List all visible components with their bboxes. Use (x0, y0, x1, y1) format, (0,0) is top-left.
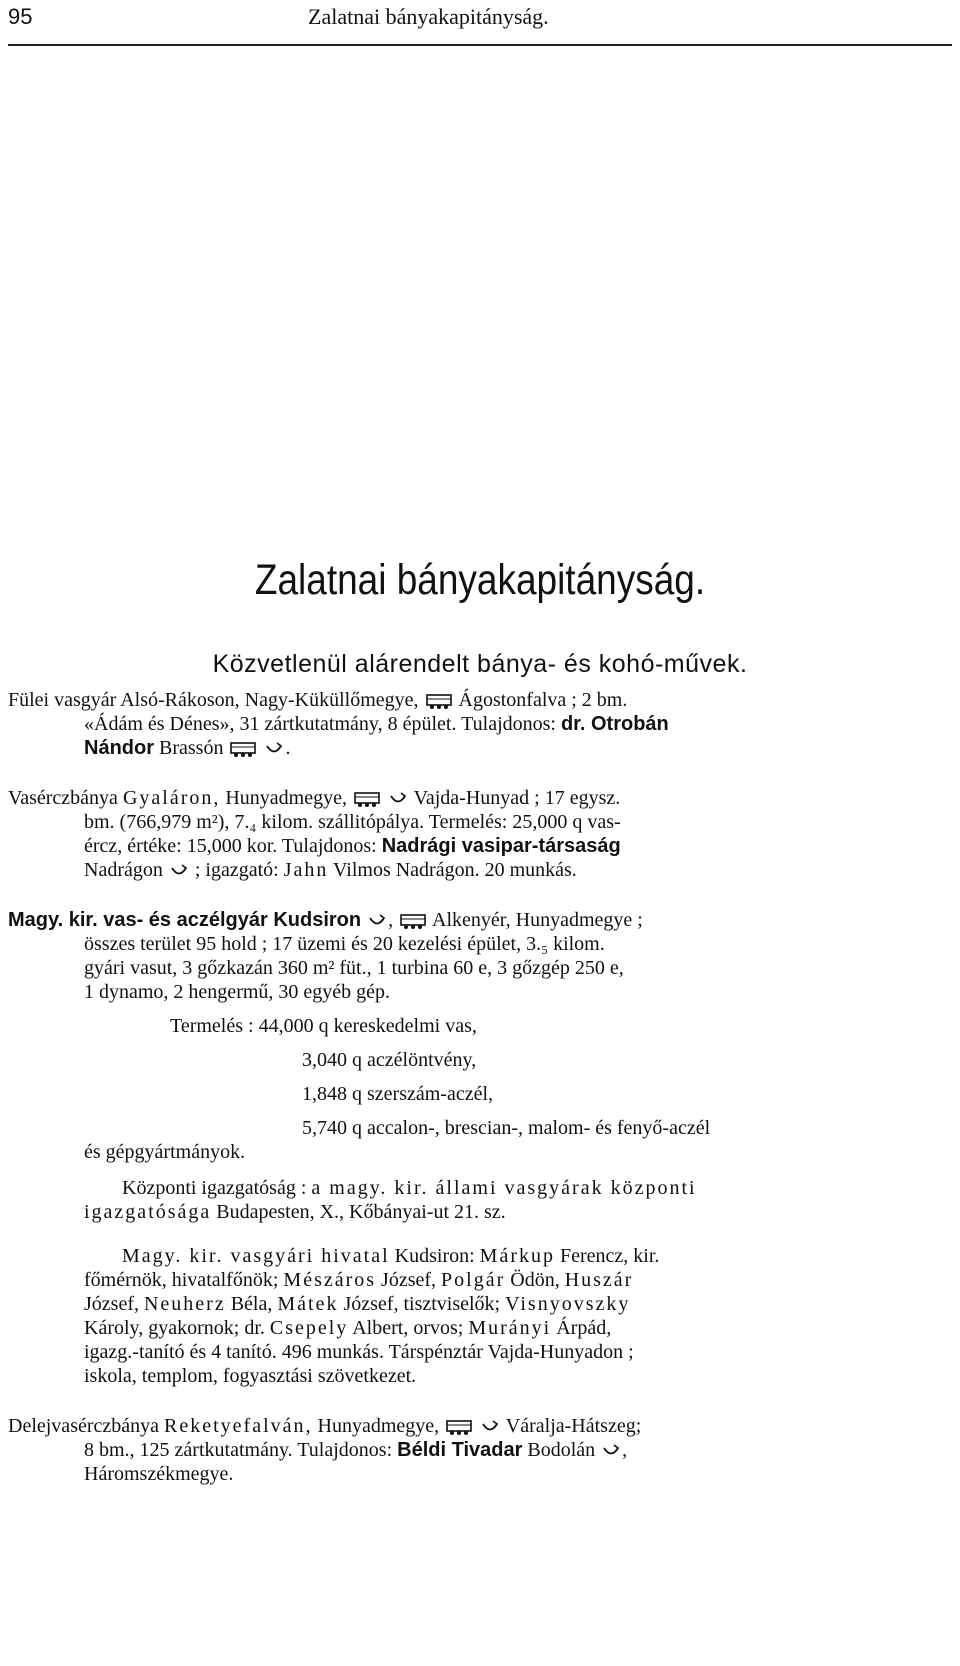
text: 8 bm., 125 zártkutatmány. Tulajdonos: (84, 1439, 393, 1461)
owner-name: Nadrági vasipar-társaság (381, 835, 621, 857)
telegraph-icon (368, 913, 386, 929)
person-name: Márkup (479, 1245, 555, 1267)
text: Váralja-Hátszeg; (505, 1415, 642, 1437)
production-line-1 (170, 1014, 477, 1038)
railway-station-icon (400, 912, 426, 930)
page-number: 95 (8, 4, 33, 29)
production-value: 44,000 q kereskedelmi vas, (258, 1015, 477, 1037)
entry-heading: Magy. kir. vas- és aczélgyár Kudsiron (8, 909, 362, 931)
entry-kudsir-line-3: gyári vasut, 3 gőzkazán 360 m² füt., 1 turbina 60 e, 3 gőzgép 250 e, (84, 957, 624, 979)
person-name: Jahn (283, 859, 329, 881)
entry-fulei-line-2 (84, 712, 669, 736)
text: Ágostonfalva ; 2 bm. (458, 689, 628, 711)
telegraph-icon (389, 791, 407, 807)
entry-fulei-line-3 (84, 736, 290, 760)
text: «Ádám és Dénes», 31 zártkutatmány, 8 épület. Tulajdonos: (84, 713, 556, 735)
entry-reketye-line-2 (84, 1438, 627, 1462)
person-name: Neuherz (143, 1293, 226, 1315)
text: Kudsiron: (394, 1245, 475, 1267)
production-line-4: 5,740 q accalon-, brescian-, malom- és fenyő-aczél (302, 1117, 711, 1139)
page-title: Zalatnai bányakapitányság. (254, 556, 706, 604)
text: Károly, gyakornok; dr. (84, 1317, 265, 1339)
railway-station-icon (426, 692, 452, 710)
office-line-1 (122, 1244, 659, 1268)
text: József, (381, 1269, 437, 1291)
office-line-6: iskola, templom, fogyasztási szövetkezet. (84, 1365, 417, 1387)
owner-name: Nándor (84, 737, 154, 759)
person-name: Mészáros (283, 1269, 377, 1291)
production-label: Termelés : (170, 1015, 254, 1037)
office-line-2 (84, 1268, 633, 1292)
text: Árpád, (556, 1317, 612, 1339)
office-name: Magy. kir. vasgyári hivatal (122, 1245, 390, 1267)
owner-name: dr. Otrobán (560, 713, 669, 735)
text: Budapesten, X., Kőbányai-ut 21. sz. (216, 1201, 506, 1223)
entry-kudsir-line-1 (8, 908, 643, 932)
text: Nadrágon (84, 859, 163, 881)
entry-reketye-line-1 (8, 1414, 641, 1438)
text: Vasérczbánya (8, 787, 118, 809)
text: Vajda-Hunyad ; 17 egysz. (413, 787, 621, 809)
person-name: Mátek (277, 1293, 339, 1315)
text: Ferencz, kir. (559, 1245, 660, 1267)
text: Vilmos Nadrágon. 20 munkás. (333, 859, 577, 881)
text: Béla, (230, 1293, 273, 1315)
entry-fulei-line-1 (8, 688, 627, 712)
text: Delejvasérczbánya (8, 1415, 160, 1437)
telegraph-icon (265, 741, 283, 757)
institution-name: igazgatósága (84, 1201, 212, 1223)
institution-name: a magy. kir. állami vasgyárak központi (311, 1177, 697, 1199)
text: ; igazgató: (194, 859, 279, 881)
text: főmérnök, hivatalfőnök; (84, 1269, 279, 1291)
entry-gyalar-line-2: bm. (766,979 m²), 7.₄ kilom. szállitópálya. Termelés: 25,000 q vas- (84, 811, 621, 833)
entry-gyalar-line-4 (84, 858, 577, 882)
telegraph-icon (481, 1419, 499, 1435)
page-header (8, 4, 952, 46)
text: József, (84, 1293, 139, 1315)
person-name: Visnyovszky (505, 1293, 631, 1315)
text: Központi igazgatóság : (122, 1177, 307, 1199)
office-line-5: igazg.-tanító és 4 tanító. 496 munkás. Társpénztár Vajda-Hunyadon ; (84, 1341, 634, 1363)
text: Hunyadmegye, (317, 1415, 440, 1437)
running-title: Zalatnai bányakapitányság. (308, 4, 549, 29)
office-line-4 (84, 1316, 611, 1340)
production-line-5: és gépgyártmányok. (84, 1141, 246, 1163)
entry-gyalar-line-1 (8, 786, 620, 810)
text: József, tisztviselők; (343, 1293, 501, 1315)
railway-station-icon (354, 790, 380, 808)
text: . (285, 737, 291, 759)
entry-gyalar-line-3 (84, 834, 621, 858)
place-name: Reketyefalván, (164, 1415, 313, 1437)
text: Bodolán (527, 1439, 596, 1461)
entry-kudsir-line-4: 1 dynamo, 2 hengermű, 30 egyéb gép. (84, 981, 391, 1003)
text: , (388, 909, 394, 931)
text: Hunyadmegye, (225, 787, 347, 809)
person-name: Csepely (269, 1317, 349, 1339)
person-name: Murányi (468, 1317, 552, 1339)
central-directorate-line-1 (122, 1176, 697, 1200)
person-name: Huszár (564, 1269, 634, 1291)
entry-reketye-line-3: Háromszékmegye. (84, 1463, 234, 1485)
entry-kudsir-line-2: összes terület 95 hold ; 17 üzemi és 20 kezelési épület, 3.₅ kilom. (84, 933, 605, 955)
telegraph-icon (602, 1443, 620, 1459)
section-subtitle: Közvetlenül alárendelt bánya- és kohó-művek. (212, 650, 748, 678)
text: Brassón (159, 737, 224, 759)
text: Fülei vasgyár Alsó-Rákoson, Nagy-Küküllőmegye, (8, 689, 419, 711)
text: Ödön, (510, 1269, 560, 1291)
text: ércz, értéke: 15,000 kor. Tulajdonos: (84, 835, 377, 857)
production-line-2: 3,040 q aczélöntvény, (302, 1049, 477, 1071)
railway-station-icon (230, 740, 256, 758)
text: Alkenyér, Hunyadmegye ; (432, 909, 643, 931)
person-name: Polgár (441, 1269, 506, 1291)
text: , (622, 1439, 628, 1461)
text: Albert, orvos; (352, 1317, 464, 1339)
office-line-3 (84, 1292, 630, 1316)
production-line-3: 1,848 q szerszám-aczél, (302, 1083, 494, 1105)
telegraph-icon (170, 863, 188, 879)
central-directorate-line-2 (84, 1200, 506, 1224)
place-name: Gyaláron, (122, 787, 221, 809)
railway-station-icon (446, 1418, 472, 1436)
owner-name: Béldi Tivadar (397, 1439, 523, 1461)
